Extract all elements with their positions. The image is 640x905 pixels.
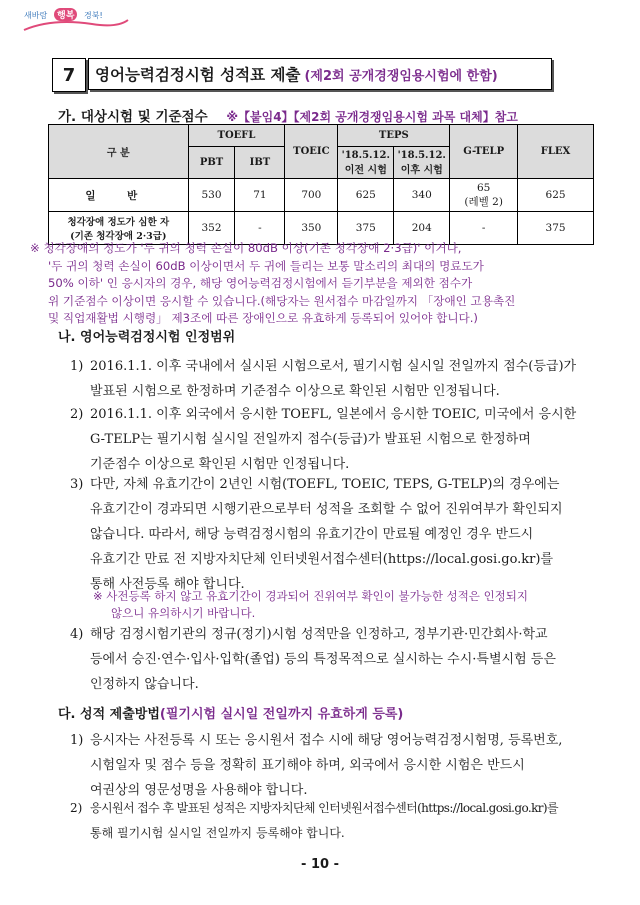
da-item-1	[70, 728, 610, 803]
gtelp-level: (레벨 2)	[464, 195, 503, 208]
item-line: 유효기간 만료 전 지방자치단체 인터넷원서접수센터(https://local.gosi.go.kr)를	[90, 552, 554, 567]
gtelp-score: 65	[476, 181, 491, 194]
hearing-note-line: '두 귀의 청력 손실이 60dB 이상이면서 두 귀에 들리는 보통 말소리의 최대의 명료도가	[48, 258, 484, 273]
cell: 625	[518, 179, 594, 212]
heading-da	[58, 703, 403, 722]
hearing-note-line: 50% 이하' 인 응시자의 경우, 해당 영어능력검정시험에서 듣기부분을 제외한 점수가	[48, 276, 473, 291]
section-subtitle: (제2회 공개경쟁임용시험에 한함)	[304, 68, 498, 84]
hearing-note-line: 및 직업재활법 시행령」 제3조에 따른 장애인으로 유효하게 등록되어 있어야 합니다.)	[48, 311, 478, 326]
item-line: 통해 사전등록 해야 합니다.	[90, 577, 245, 592]
item-line: 유효기간이 경과되면 시행기관으로부터 성적을 조회할 수 없어 진위여부가 확인되지	[90, 502, 563, 517]
item-text	[90, 796, 558, 846]
col-gtelp: G-TELP	[450, 125, 518, 179]
na-item-4	[70, 622, 610, 697]
cell: 352	[188, 212, 235, 245]
col-teps-after	[394, 147, 450, 179]
item-line: 응시원서 접수 후 발표된 성적은 지방자치단체 인터넷원서접수센터(https://local.gosi.go.kr)를	[90, 801, 558, 815]
cell: 204	[394, 212, 450, 245]
teps-before-label: 이전 시험	[344, 164, 387, 176]
item-line: 해당 검정시험기관의 정규(정기)시험 성적만을 인정하고, 정부기관·민간회사·학교	[90, 627, 548, 642]
da-item-2	[70, 796, 610, 846]
item-text	[90, 402, 576, 477]
heading-da-emphasis: (필기시험 실시일 전일까지 유효하게 등록)	[159, 707, 404, 722]
cell: 375	[338, 212, 394, 245]
section-title: 영어능력검정시험 성적표 제출	[95, 66, 301, 84]
table-row-general	[49, 179, 594, 212]
item-line: 2016.1.1. 이후 외국에서 응시한 TOEFL, 일본에서 응시한 TOEIC, 미국에서 응시한	[90, 407, 577, 422]
item-line: 응시자는 사전등록 시 또는 응시원서 접수 시에 해당 영어능력검정시험명, 등록번호,	[90, 733, 563, 748]
item-number: 2)	[70, 801, 83, 815]
item-number: 4)	[70, 627, 84, 642]
col-teps-before	[338, 147, 394, 179]
col-teps: TEPS	[338, 125, 450, 147]
hearing-note-line: ※ 청각장애의 정도가 '두 귀의 청력 손실이 80dB 이상(기존 청각장애 2·3급)' 이거나,	[30, 241, 462, 255]
item-text	[90, 354, 576, 404]
item-text	[90, 622, 556, 697]
row-hearing-label-1: 청각장애 정도가 심한 자	[67, 217, 170, 228]
item-text	[90, 728, 562, 803]
logo-text-1: 새바람	[24, 11, 48, 20]
heading-da-title: 다. 성적 제출방법	[58, 707, 160, 722]
row-general-label: 일 반	[49, 179, 189, 212]
na-item-2	[70, 402, 610, 477]
heading-ga	[58, 105, 518, 125]
hearing-note	[30, 240, 600, 328]
col-pbt: PBT	[188, 147, 235, 179]
heading-ga-note: ※【붙임4】【제2회 공개경쟁임용시험 과목 대체】참고	[226, 110, 518, 124]
item-number: 2)	[70, 407, 84, 422]
cell: 530	[188, 179, 235, 212]
item-line: 시험일자 및 점수 등을 정확히 표기해야 하며, 외국에서 응시한 시험은 반드시	[90, 758, 525, 773]
section-title-box	[88, 58, 552, 90]
na-item-1	[70, 354, 610, 404]
teps-after-date: '18.5.12.	[397, 149, 446, 161]
teps-after-label: 이후 시험	[400, 164, 443, 176]
item-text	[90, 472, 563, 597]
item-number: 1)	[70, 733, 84, 748]
item-line: 다만, 자체 유효기간이 2년인 시험(TOEFL, TOEIC, TEPS, G-TELP)의 경우에는	[90, 477, 560, 492]
item-number: 1)	[70, 359, 84, 374]
col-ibt: IBT	[235, 147, 285, 179]
na-item-3-note	[93, 588, 603, 622]
item-line: 인정하지 않습니다.	[90, 677, 199, 692]
col-flex: FLEX	[518, 125, 594, 179]
logo-text-3: 경북!	[84, 11, 103, 20]
page-number: - 10 -	[301, 857, 339, 872]
gyeongbuk-logo	[22, 8, 132, 38]
item-number: 3)	[70, 477, 84, 492]
cell-gtelp	[450, 179, 518, 212]
item-line: 등에서 승진·연수·입사·입학(졸업) 등의 특정목적으로 실시하는 수시·특별시험 등은	[90, 652, 556, 667]
cell: -	[450, 212, 518, 245]
cell: 700	[285, 179, 338, 212]
item-line: G-TELP는 필기시험 실시일 전일까지 점수(등급)가 발표된 시험으로 한정하며	[90, 432, 531, 447]
hearing-note-line: 위 기준점수 이상이면 응시할 수 있습니다.(해당자는 원서접수 마감일까지 「장애인 고용촉진	[48, 293, 516, 308]
item-line: 2016.1.1. 이후 국내에서 실시된 시험으로서, 필기시험 실시일 전일까지 점수(등급)가	[90, 359, 577, 374]
cell: -	[235, 212, 285, 245]
col-gubun: 구 분	[49, 125, 189, 179]
cell: 340	[394, 179, 450, 212]
row-hearing-label-2: (기존 청각장애 2·3급)	[70, 231, 167, 242]
cell: 71	[235, 179, 285, 212]
item-line: 기준점수 이상으로 확인된 시험만 인정됩니다.	[90, 457, 350, 472]
col-toeic: TOEIC	[285, 125, 338, 179]
cell: 625	[338, 179, 394, 212]
section-number: 7	[52, 58, 86, 92]
item-line: 발표된 시험으로 한정하며 기준점수 이상으로 확인된 시험만 인정됩니다.	[90, 384, 500, 399]
item-line: 여권상의 영문성명을 사용해야 합니다.	[90, 783, 308, 798]
na-item-3	[70, 472, 610, 597]
section-header	[52, 58, 554, 92]
item-line: 통해 필기시험 실시일 전일까지 등록해야 합니다.	[90, 826, 345, 840]
item-note-line: ※ 사전등록 하지 않고 유효기간이 경과되어 진위여부 확인이 불가능한 성적은 인정되지	[93, 589, 529, 603]
teps-before-date: '18.5.12.	[341, 149, 390, 161]
logo-text-2: 행복	[54, 8, 77, 21]
cell: 375	[518, 212, 594, 245]
score-table	[48, 124, 594, 245]
cell: 350	[285, 212, 338, 245]
item-note-line: 않으니 유의하시기 바랍니다.	[111, 606, 256, 620]
item-line: 않습니다. 따라서, 해당 능력검정시험의 유효기간이 만료될 예정인 경우 반드시	[90, 527, 534, 542]
col-toefl: TOEFL	[188, 125, 285, 147]
heading-na: 나. 영어능력검정시험 인정범위	[58, 330, 236, 345]
heading-ga-title: 가. 대상시험 및 기준점수	[58, 109, 208, 125]
